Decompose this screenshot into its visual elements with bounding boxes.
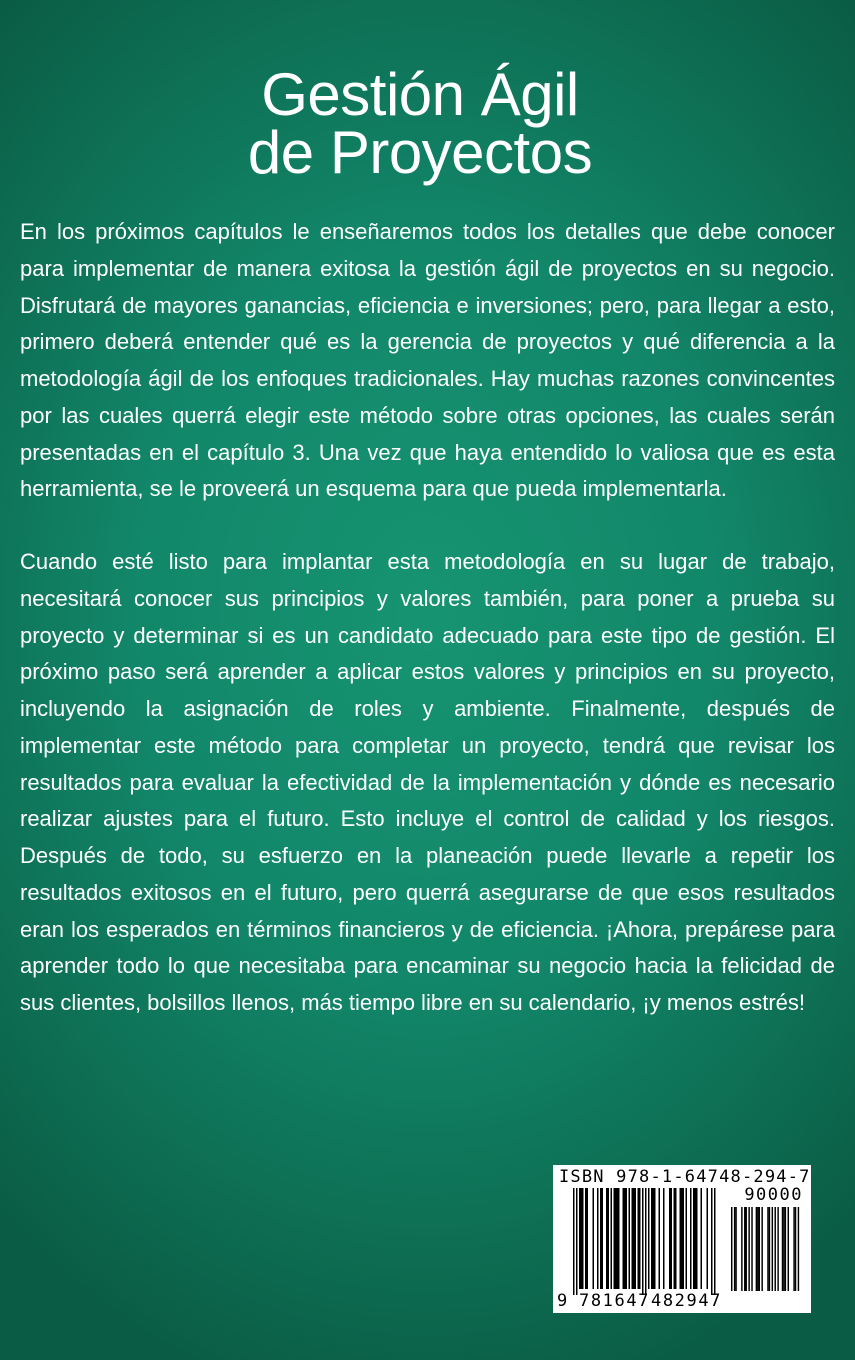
- barcode-bar: [675, 1188, 677, 1289]
- barcode-bar: [651, 1188, 653, 1289]
- addon-bar: [735, 1207, 736, 1291]
- ean-first-digit: 9: [557, 1291, 568, 1311]
- book-title: [0, 61, 840, 186]
- barcode-bar: [674, 1188, 676, 1289]
- barcode-bar: [618, 1188, 620, 1289]
- addon-bar: [759, 1207, 760, 1291]
- text-line: eran los esperados en términos financieros y de eficiencia. ¡Ahora, prepárese para: [20, 916, 835, 942]
- addon-bar: [767, 1207, 768, 1291]
- barcode-bar: [681, 1188, 683, 1289]
- synopsis-paragraph-2: [20, 544, 835, 1022]
- addon-bar: [751, 1207, 752, 1291]
- text-line: Cuando esté listo para implantar esta metodología en su lugar de trabajo,: [20, 549, 835, 574]
- barcode-bar: [642, 1188, 644, 1295]
- addon-bar: [775, 1207, 776, 1291]
- barcode-bar: [600, 1188, 602, 1289]
- addon-bar: [785, 1207, 786, 1291]
- barcode-bar: [707, 1188, 709, 1289]
- addon-bar: [795, 1207, 796, 1291]
- barcode-bar: [593, 1188, 595, 1289]
- barcode-bar: [654, 1188, 656, 1289]
- barcode-bar: [579, 1188, 581, 1289]
- barcode-bar: [701, 1188, 703, 1289]
- text-line: resultados exitosos en el futuro, pero querrá asegurarse de que esos resultados: [20, 879, 835, 905]
- addon-bar: [777, 1207, 778, 1291]
- text-line: para implementar de manera exitosa la gestión ágil de proyectos en su negocio.: [20, 255, 835, 281]
- barcode-bar: [629, 1188, 631, 1289]
- barcode-bar: [576, 1188, 578, 1295]
- isbn-barcode: [553, 1165, 811, 1313]
- barcode-bar: [638, 1188, 640, 1289]
- text-line: resultados para evaluar la efectividad de la implementación y dónde es necesario: [20, 769, 835, 795]
- barcode-bar: [653, 1188, 655, 1289]
- barcode-bar: [632, 1188, 634, 1289]
- barcode-bar: [633, 1188, 635, 1289]
- addon-bar: [734, 1207, 735, 1291]
- barcode-bar: [669, 1188, 671, 1289]
- title-line-2: de Proyectos: [247, 119, 593, 186]
- addon-bar: [793, 1207, 794, 1291]
- text-line: herramienta, se le proveerá un esquema para que pueda implementarla.: [20, 476, 727, 502]
- synopsis-paragraph-1: [20, 214, 835, 508]
- text-line: proyecto y determinar si es un candidato adecuado para este tipo de gestión. El: [20, 622, 835, 648]
- barcode-bar: [645, 1188, 647, 1295]
- barcode-bar: [639, 1188, 641, 1289]
- barcode-bar: [602, 1188, 604, 1289]
- text-line: metodología ágil de los enfoques tradicionales. Hay muchas razones convincentes: [20, 366, 835, 391]
- text-line: próximo paso será aprender a aplicar estos valores y principios en su proyecto,: [20, 659, 835, 685]
- barcode-bar: [680, 1188, 682, 1289]
- barcode-bar: [606, 1188, 608, 1289]
- barcode-bar: [671, 1188, 673, 1289]
- addon-bar: [798, 1207, 799, 1291]
- text-line: realizar ajustes para el futuro. Esto incluye el control de calidad y los riesgos.: [20, 806, 835, 832]
- text-line: incluyendo la asignación de roles y ambiente. Finalmente, después de: [20, 696, 835, 721]
- barcode-bar: [573, 1188, 575, 1295]
- barcode-bar: [597, 1188, 599, 1289]
- text-line: primero deberá entender qué es la gerencia de proyectos y qué diferencia a la: [20, 329, 835, 355]
- text-line: Después de todo, su esfuerzo en la planeación puede llevarle a repetir los: [20, 843, 835, 868]
- barcode-bar: [683, 1188, 685, 1289]
- addon-bar: [782, 1207, 783, 1291]
- barcode-bar: [615, 1188, 617, 1289]
- barcode-bar: [585, 1188, 587, 1289]
- text-line: En los próximos capítulos le enseñaremos todos los detalles que debe conocer: [20, 219, 835, 244]
- title-line-1: Gestión Ágil: [261, 61, 579, 128]
- ean-left-digits: 781647: [579, 1291, 651, 1311]
- addon-bar: [731, 1207, 732, 1291]
- barcode-bar: [686, 1188, 688, 1289]
- barcode-bar: [614, 1188, 616, 1289]
- barcode-bar: [659, 1188, 661, 1289]
- barcode-bar: [711, 1188, 713, 1295]
- text-line: por las cuales querrá elegir este método sobre otras opciones, las cuales serán: [20, 402, 835, 428]
- addon-bar: [748, 1207, 749, 1291]
- text-line: aprender todo lo que necesitaba para encaminar su negocio hacia la felicidad de: [20, 953, 835, 979]
- text-line: presentadas en el capítulo 3. Una vez que haya entendido lo valiosa que es esta: [20, 439, 835, 465]
- addon-bar: [783, 1207, 784, 1291]
- barcode-bar: [690, 1188, 692, 1289]
- barcode-bar: [608, 1188, 610, 1289]
- barcode-bar: [695, 1188, 697, 1289]
- addon-bar: [757, 1207, 758, 1291]
- barcode-bar: [623, 1188, 625, 1289]
- addon-bar: [772, 1207, 773, 1291]
- addon-bar: [761, 1207, 762, 1291]
- ean-right-digits: 482947: [651, 1291, 723, 1311]
- barcode-bar: [624, 1188, 626, 1289]
- addon-bar: [746, 1207, 747, 1291]
- barcode-bar: [648, 1188, 650, 1289]
- barcode-bar: [663, 1188, 665, 1289]
- addon-bar: [788, 1207, 789, 1291]
- addon-bar: [741, 1207, 742, 1291]
- barcode-bar: [693, 1188, 695, 1289]
- addon-bar: [756, 1207, 757, 1291]
- barcode-bar: [714, 1188, 716, 1295]
- addon-digits: 90000: [744, 1185, 803, 1205]
- text-line: sus clientes, bolsillos llenos, más tiempo libre en su calendario, ¡y menos estrés!: [20, 990, 806, 1015]
- isbn-label: ISBN 978-1-64748-294-7: [559, 1167, 811, 1187]
- barcode-bar: [635, 1188, 637, 1289]
- text-line: Disfrutará de mayores ganancias, eficiencia e inversiones; pero, para llegar a esto,: [20, 292, 835, 318]
- barcode-bar: [617, 1188, 619, 1289]
- text-line: necesitará conocer sus principios y valores también, para poner a prueba su: [20, 585, 835, 611]
- barcode-bar: [611, 1188, 613, 1289]
- barcode-bar: [581, 1188, 583, 1289]
- barcode-bar: [582, 1188, 584, 1289]
- addon-bar: [769, 1207, 770, 1291]
- text-line: implementar este método para completar un proyecto, tendrá que revisar los: [20, 732, 835, 758]
- barcode-bar: [587, 1188, 589, 1289]
- barcode-bar: [696, 1188, 698, 1289]
- barcode-bar: [626, 1188, 628, 1289]
- addon-bar: [744, 1207, 745, 1291]
